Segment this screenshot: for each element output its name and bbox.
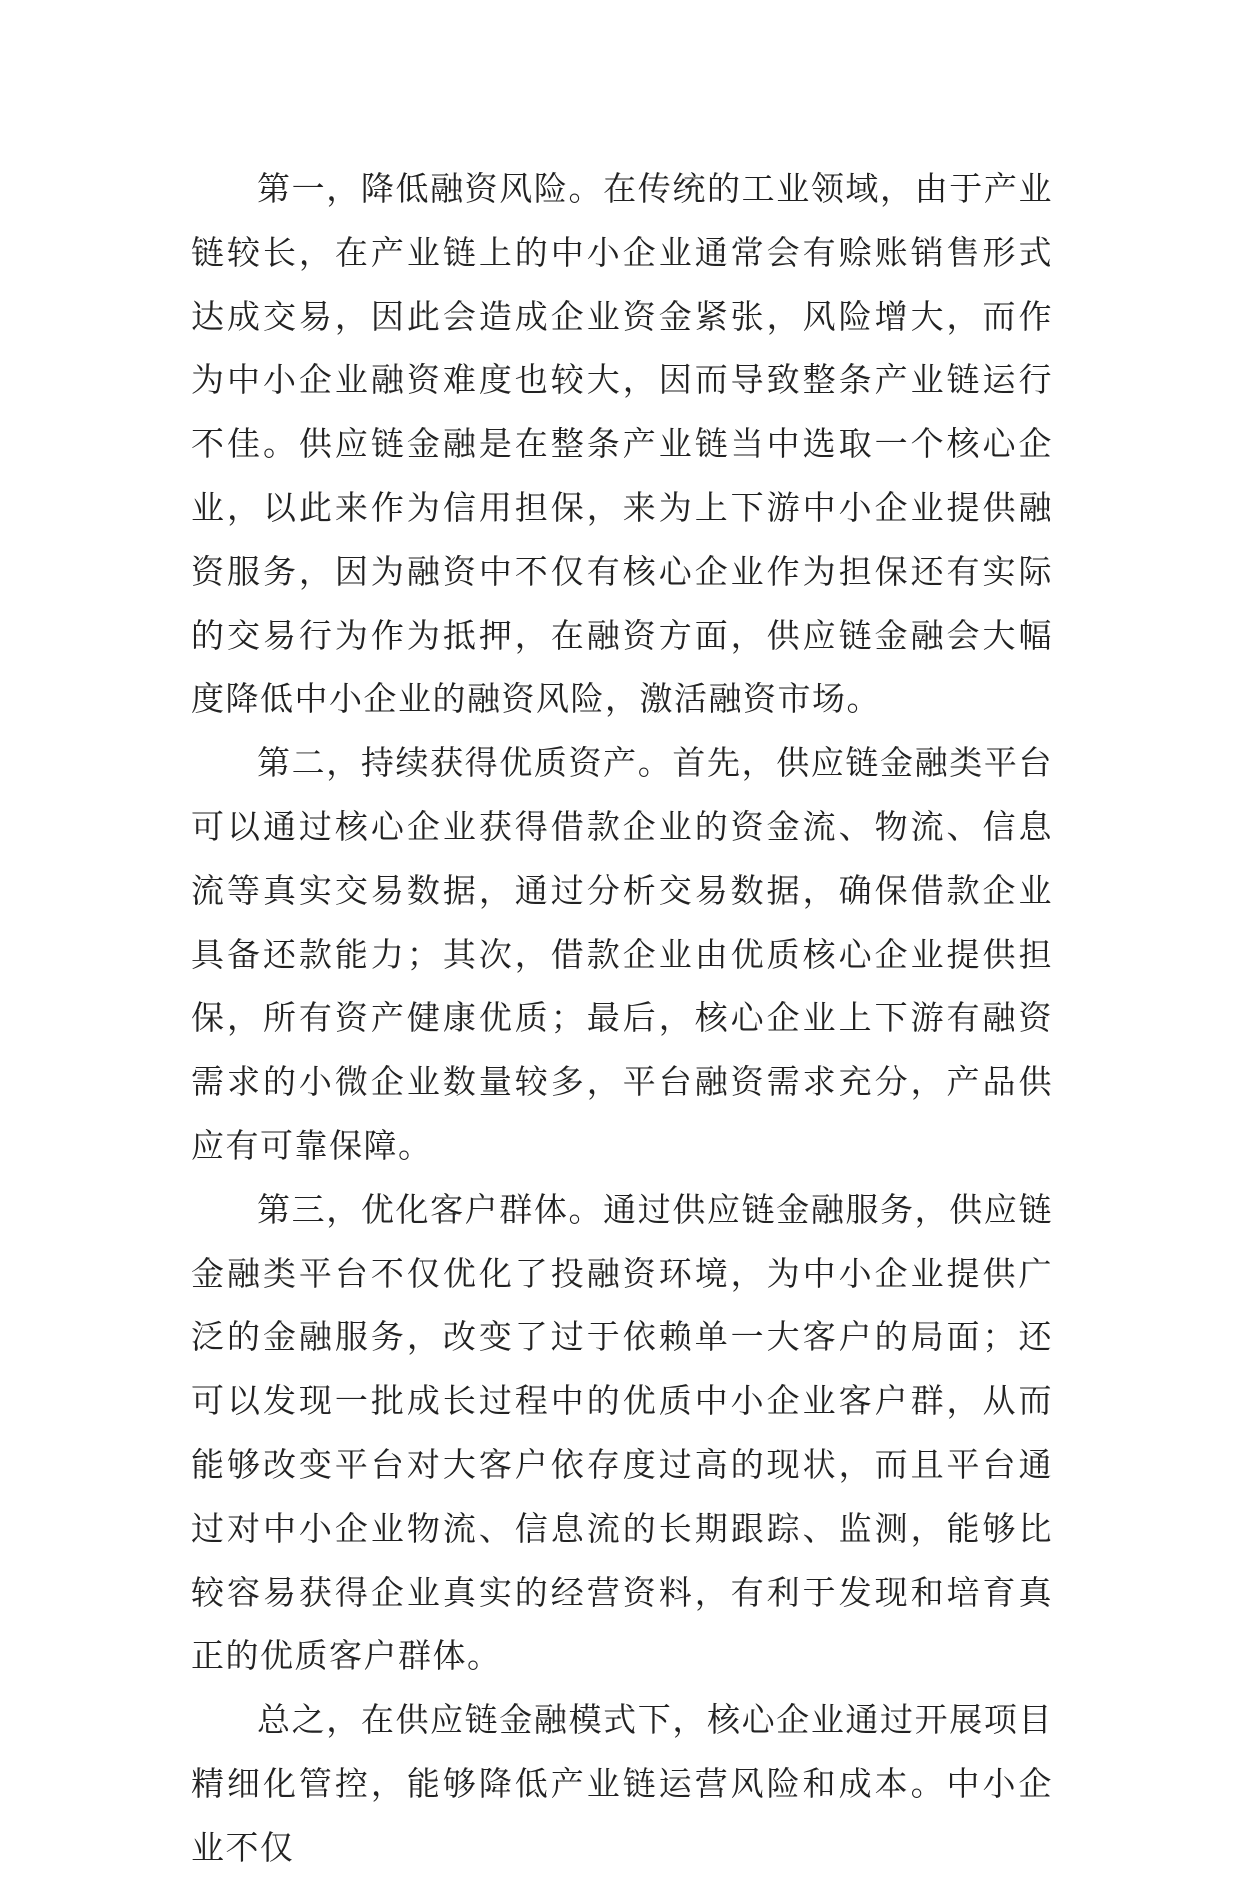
paragraph-quality-assets: 第二，持续获得优质资产。首先，供应链金融类平台可以通过核心企业获得借款企业的资金流、物流、信息流等真实交易数据，通过分析交易数据，确保借款企业具备还款能力；其次，借款企业由优质核心企业提供担保，所有资产健康优质；最后，核心企业上下游有融资需求的小微企业数量较多，平台融资需求充分，产品供应有可靠保障。 bbox=[191, 743, 1053, 1165]
paragraph-conclusion: 总之，在供应链金融模式下，核心企业通过开展项目精细化管控，能够降低产业链运营风险和成本。中小企业不仅 bbox=[191, 1700, 1053, 1867]
document-body bbox=[191, 157, 1053, 1880]
paragraph-reduce-financing-risk: 第一，降低融资风险。在传统的工业领域，由于产业链较长，在产业链上的中小企业通常会有赊账销售形式达成交易，因此会造成企业资金紧张，风险增大，而作为中小企业融资难度也较大，因而导致整条产业链运行不佳。供应链金融是在整条产业链当中选取一个核心企业，以此来作为信用担保，来为上下游中小企业提供融资服务，因为融资中不仅有核心企业作为担保还有实际的交易行为作为抵押，在融资方面，供应链金融会大幅度降低中小企业的融资风险，激活融资市场。 bbox=[191, 169, 1053, 719]
paragraph-optimize-customers: 第三，优化客户群体。通过供应链金融服务，供应链金融类平台不仅优化了投融资环境，为中小企业提供广泛的金融服务，改变了过于依赖单一大客户的局面；还可以发现一批成长过程中的优质中小企业客户群，从而能够改变平台对大客户依存度过高的现状，而且平台通过对中小企业物流、信息流的长期跟踪、监测，能够比较容易获得企业真实的经营资料，有利于发现和培育真正的优质客户群体。 bbox=[191, 1189, 1053, 1676]
